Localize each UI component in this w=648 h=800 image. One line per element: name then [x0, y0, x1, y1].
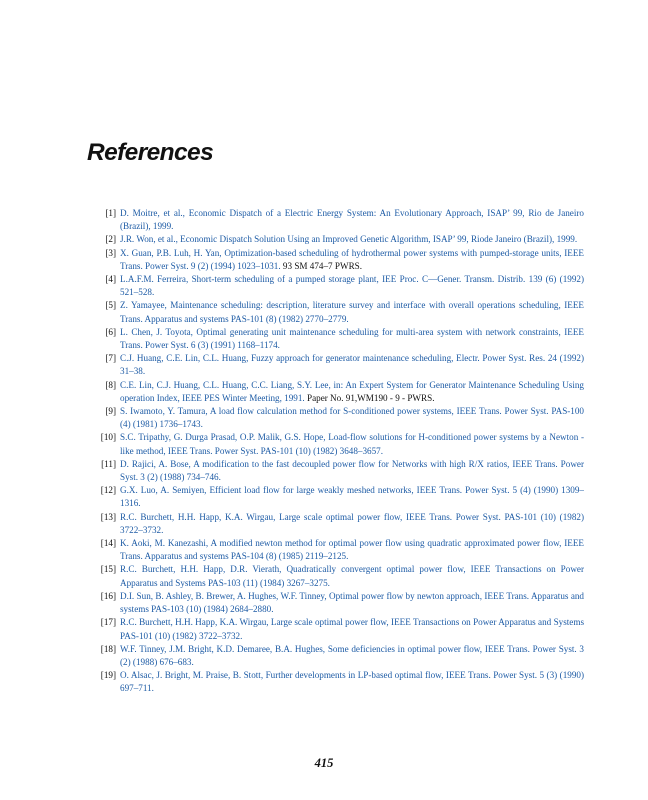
- reference-citation[interactable]: Z. Yamayee, Maintenance scheduling: description, literature survey and interface with overall operations scheduling, IEEE Trans. Apparatus and systems PAS-101 (8) (1982) 2770–2779.: [120, 300, 584, 324]
- reference-citation[interactable]: R.C. Burchett, H.H. Happ, K.A. Wirgau, Large scale optimal power flow, IEEE Trans. Power Syst. PAS-101 (10) (1982) 3722–3732.: [120, 511, 584, 535]
- reference-item: [88, 326, 584, 352]
- reference-text[interactable]: [120, 207, 584, 233]
- reference-item: [88, 207, 584, 233]
- reference-citation[interactable]: W.F. Tinney, J.M. Bright, K.D. Demaree, B.A. Hughes, Some deficiencies in optimal power flow, IEEE Trans. Power Syst. 3 (2) (1988) 676–683.: [120, 643, 584, 667]
- reference-citation[interactable]: G.X. Luo, A. Semiyen, Efficient load flow for large weakly meshed networks, IEEE Trans. Power Syst. 5 (4) (1990) 1309–1316.: [120, 485, 584, 509]
- reference-text[interactable]: [120, 616, 584, 642]
- reference-text[interactable]: [120, 352, 584, 378]
- reference-item: [88, 247, 584, 273]
- reference-citation[interactable]: R.C. Burchett, H.H. Happ, K.A. Wirgau, Large scale optimal power flow, IEEE Transactions on Power Apparatus and Systems PAS-101 (10) (1982) 3722–3732.: [120, 617, 584, 641]
- reference-citation[interactable]: K. Aoki, M. Kanezashi, A modified newton method for optimal power flow using quadratic approximated power flow, IEEE Trans. Apparatus and systems PAS-104 (8) (1985) 2119–2125.: [120, 538, 584, 562]
- reference-citation[interactable]: O. Alsac, J. Bright, M. Praise, B. Stott, Further developments in LP-based optimal flow, IEEE Trans. Power Syst. 5 (3) (1990) 697–711.: [120, 670, 584, 694]
- page-title: References: [87, 139, 214, 166]
- reference-number: [14]: [100, 538, 116, 549]
- reference-number: [4]: [105, 274, 116, 285]
- reference-item: [88, 273, 584, 299]
- reference-item: [88, 299, 584, 325]
- reference-item: [88, 431, 584, 457]
- reference-citation[interactable]: D. Moitre, et al., Economic Dispatch of a Electric Energy System: An Evolutionary Approach, ISAP’ 99, Rio de Janeiro (Brazil), 1999.: [120, 208, 584, 232]
- reference-item: [88, 643, 584, 669]
- reference-item: [88, 590, 584, 616]
- reference-text[interactable]: [120, 643, 584, 669]
- reference-item: [88, 616, 584, 642]
- reference-number: [12]: [100, 485, 116, 496]
- reference-number: [8]: [105, 379, 116, 390]
- reference-item: [88, 405, 584, 431]
- reference-number: [1]: [105, 208, 116, 218]
- reference-number: [10]: [100, 432, 116, 443]
- reference-text[interactable]: [120, 405, 584, 431]
- reference-citation[interactable]: L. Chen, J. Toyota, Optimal generating unit maintenance scheduling for multi-area system with network constraints, IEEE Trans. Power Syst. 6 (3) (1991) 1168–1174.: [120, 326, 584, 351]
- reference-citation[interactable]: C.E. Lin, C.J. Huang, C.L. Huang, C.C. Liang, S.Y. Lee, in: An Expert System for Generator Maintenance Scheduling Using operation Index, IEEE PES Winter Meeting, 1991.: [120, 379, 584, 403]
- reference-citation[interactable]: R.C. Burchett, H.H. Happ, D.R. Vierath, Quadratically convergent optimal power flow, IEEE Transactions on Power Apparatus and Systems PAS-103 (11) (1984) 3267–3275.: [120, 564, 584, 588]
- reference-text[interactable]: [120, 669, 584, 695]
- reference-number: [6]: [105, 326, 116, 337]
- reference-citation[interactable]: D.I. Sun, B. Ashley, B. Brewer, A. Hughes, W.F. Tinney, Optimal power flow by newton approach, IEEE Trans. Apparatus and systems PAS-103 (10) (1984) 2684–2880.: [120, 590, 584, 615]
- reference-citation[interactable]: J.R. Won, et al., Economic Dispatch Solution Using an Improved Genetic Algorithm, ISAP’ 99, Riode Janeiro (Brazil), 1999.: [120, 234, 578, 245]
- reference-text[interactable]: [120, 511, 584, 537]
- reference-number: [2]: [105, 234, 116, 245]
- reference-number: [3]: [105, 247, 116, 258]
- reference-number: [11]: [101, 458, 116, 469]
- reference-citation[interactable]: S.C. Tripathy, G. Durga Prasad, O.P. Malik, G.S. Hope, Load-flow solutions for H-conditioned power systems by a Newton - like method, IEEE Trans. Power Syst. PAS-101 (10) (1982) 3648–3657.: [120, 432, 584, 456]
- reference-number: [15]: [100, 564, 116, 575]
- reference-item: [88, 669, 584, 695]
- reference-item: [88, 352, 584, 378]
- reference-text[interactable]: [120, 431, 584, 457]
- reference-number: [7]: [105, 353, 116, 364]
- reference-text[interactable]: [120, 458, 584, 484]
- reference-text[interactable]: [120, 537, 584, 563]
- reference-text[interactable]: [120, 273, 584, 299]
- reference-number: [9]: [105, 406, 116, 417]
- reference-item: [88, 563, 584, 589]
- reference-text[interactable]: [120, 484, 584, 510]
- reference-item: [88, 233, 584, 246]
- reference-list: [88, 207, 584, 696]
- reference-item: [88, 484, 584, 510]
- reference-number: [17]: [100, 617, 116, 628]
- reference-text[interactable]: [120, 326, 584, 352]
- reference-text[interactable]: [120, 299, 584, 325]
- reference-text[interactable]: [120, 247, 584, 273]
- reference-citation[interactable]: D. Rajici, A. Bose, A modification to the fast decoupled power flow for Networks with high R/X ratios, IEEE Trans. Power Syst. 3 (2) (1988) 734–746.: [120, 458, 584, 483]
- reference-text[interactable]: [120, 590, 584, 616]
- reference-text[interactable]: [120, 379, 584, 405]
- reference-number: [18]: [100, 643, 116, 654]
- reference-item: [88, 511, 584, 537]
- reference-number: [13]: [100, 511, 116, 522]
- reference-note: 93 SM 474–7 PWRS.: [282, 260, 363, 271]
- page-number: 415: [314, 756, 334, 770]
- reference-text[interactable]: [120, 563, 584, 589]
- reference-citation[interactable]: C.J. Huang, C.E. Lin, C.L. Huang, Fuzzy approach for generator maintenance scheduling, Electr. Power Syst. Res. 24 (1992) 31–38.: [120, 353, 584, 377]
- reference-number: [16]: [100, 590, 116, 601]
- reference-item: [88, 537, 584, 563]
- reference-number: [5]: [105, 300, 116, 311]
- reference-item: [88, 379, 584, 405]
- reference-citation[interactable]: X. Guan, P.B. Luh, H. Yan, Optimization-based scheduling of hydrothermal power systems with pumped-storage units, IEEE Trans. Power Syst. 9 (2) (1994) 1023–1031.: [120, 247, 584, 271]
- reference-text[interactable]: [120, 233, 584, 246]
- reference-number: [19]: [100, 670, 116, 681]
- reference-citation[interactable]: L.A.F.M. Ferreira, Short-term scheduling of a pumped storage plant, IEE Proc. C—Gener. Transm. Distrib. 139 (6) (1992) 521–528.: [120, 274, 584, 298]
- reference-citation[interactable]: S. Iwamoto, Y. Tamura, A load flow calculation method for S-conditioned power systems, IEEE Trans. Power Syst. PAS-100 (4) (1981) 1736–1743.: [120, 406, 584, 430]
- reference-note: Paper No. 91,WM190 - 9 - PWRS.: [307, 392, 435, 403]
- reference-item: [88, 458, 584, 484]
